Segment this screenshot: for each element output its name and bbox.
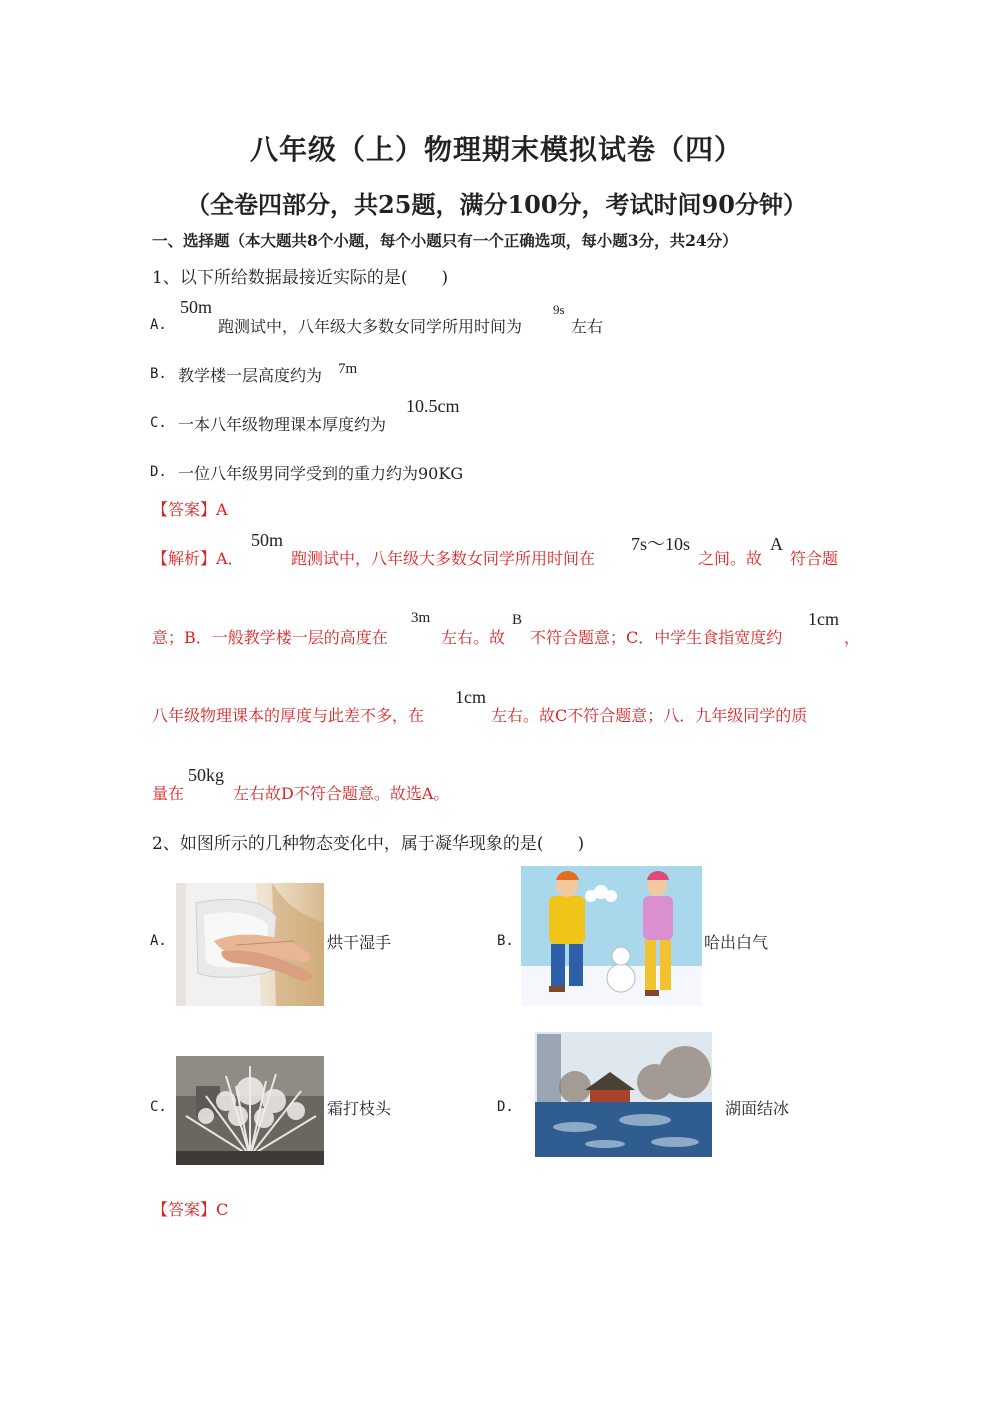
q2-option-a-label: A. bbox=[150, 933, 167, 949]
q1-analysis-line1-c: 之间。故 bbox=[698, 549, 763, 568]
q1-analysis-line2-b: 左右。故 bbox=[441, 628, 506, 647]
q1-analysis-value-50m: 50m bbox=[251, 530, 284, 550]
q1-analysis-line1-a: 【解析】A． bbox=[152, 549, 244, 568]
question-1-stem: 1、以下所给数据最接近实际的是( ) bbox=[152, 268, 449, 288]
q1-option-a-post: 左右 bbox=[571, 317, 604, 336]
hand-dryer-image bbox=[176, 883, 324, 1006]
q1-analysis-line4-a: 量在 bbox=[152, 784, 185, 803]
q1-option-a-text: 跑测试中，八年级大多数女同学所用时间为 bbox=[218, 317, 523, 336]
q1-option-a-label: A. bbox=[150, 317, 167, 333]
q1-option-b-label: B. bbox=[150, 366, 167, 382]
q1-analysis-value-3m: 3m bbox=[411, 610, 431, 626]
q1-answer: 【答案】A bbox=[152, 500, 228, 519]
q1-analysis-line4-b: 左右故D不符合题意。故选A。 bbox=[233, 784, 450, 803]
q1-option-b-text: 教学楼一层高度约为 bbox=[178, 366, 323, 385]
frost-branches-image bbox=[176, 1056, 324, 1165]
q1-analysis-value-1cm-2: 1cm bbox=[455, 687, 486, 707]
q2-answer: 【答案】C bbox=[152, 1200, 229, 1219]
q1-option-d-label: D. bbox=[150, 464, 167, 480]
page-title: 八年级（上）物理期末模拟试卷（四） bbox=[249, 133, 743, 166]
q2-option-d-caption: 湖面结冰 bbox=[725, 1099, 790, 1118]
q1-option-c-value: 10.5cm bbox=[406, 396, 460, 416]
section-heading: 一、选择题（本大题共8个小题，每个小题只有一个正确选项，每小题3分，共24分） bbox=[152, 231, 738, 250]
q1-analysis-line2-c: 不符合题意；C．中学生食指宽度约 bbox=[530, 628, 783, 647]
q1-analysis-letter-a: A bbox=[770, 534, 783, 554]
question-2-stem: 2、如图所示的几种物态变化中，属于凝华现象的是( ) bbox=[152, 834, 585, 854]
q1-option-a-distance: 50m bbox=[180, 297, 213, 317]
q1-analysis-value-50kg: 50kg bbox=[188, 765, 224, 785]
q1-analysis-letter-b: B bbox=[512, 612, 523, 628]
q1-option-a-time: 9s bbox=[553, 302, 565, 317]
page-subtitle: （全卷四部分，共25题，满分100分，考试时间90分钟） bbox=[186, 190, 807, 219]
q1-analysis-line1-d: 符合题 bbox=[790, 549, 839, 568]
q2-option-c-label: C. bbox=[150, 1099, 167, 1115]
q1-analysis-line3-b: 左右。故C不符合题意；八．九年级同学的质 bbox=[491, 706, 808, 725]
q2-option-a-caption: 烘干湿手 bbox=[327, 933, 392, 952]
q1-analysis-line2-a: 意；B．一般教学楼一层的高度在 bbox=[152, 628, 388, 647]
q1-analysis-line2-d: ， bbox=[844, 628, 861, 647]
q1-analysis-value-range: 7s～10s bbox=[631, 534, 691, 554]
q1-option-d-text: 一位八年级男同学受到的重力约为90KG bbox=[178, 464, 464, 483]
q1-option-c-text: 一本八年级物理课本厚度约为 bbox=[178, 415, 387, 434]
children-breath-image bbox=[521, 866, 702, 1006]
q2-option-b-label: B. bbox=[497, 933, 514, 949]
q2-option-b-caption: 哈出白气 bbox=[704, 933, 769, 952]
q1-option-c-label: C. bbox=[150, 415, 167, 431]
q1-analysis-line1-b: 跑测试中，八年级大多数女同学所用时间在 bbox=[291, 549, 596, 568]
q2-option-c-caption: 霜打枝头 bbox=[327, 1099, 392, 1118]
frozen-lake-image bbox=[535, 1032, 712, 1165]
q2-option-d-label: D. bbox=[497, 1099, 514, 1115]
q1-analysis-line3-a: 八年级物理课本的厚度与此差不多，在 bbox=[152, 706, 425, 725]
q1-option-b-value: 7m bbox=[338, 361, 358, 377]
q1-analysis-value-1cm: 1cm bbox=[808, 609, 839, 629]
